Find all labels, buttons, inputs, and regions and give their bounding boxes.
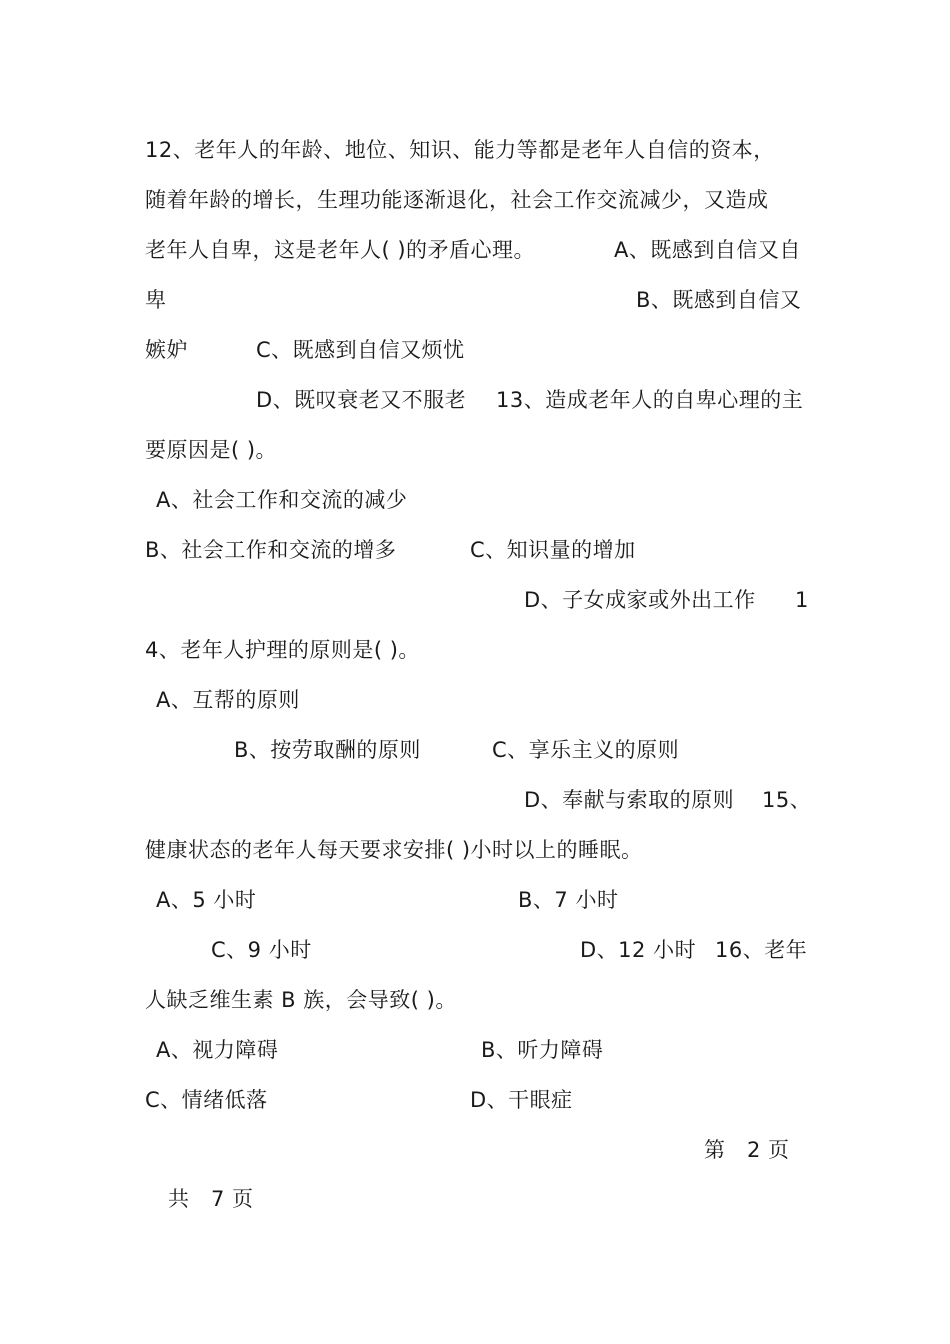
- question-13: 13、造成老年人的自卑心理的主: [496, 388, 804, 412]
- option-b: B、7 小时: [518, 888, 619, 912]
- question-14: 4、老年人护理的原则是( )。: [145, 638, 420, 662]
- option-d: D、既叹衰老又不服老: [256, 388, 467, 412]
- text-line: 卑: [145, 288, 167, 312]
- option-c: C、享乐主义的原则: [492, 738, 680, 762]
- option-c: C、既感到自信又烦忧: [256, 338, 465, 362]
- question-16: 16、老年: [715, 938, 808, 962]
- option-a: A、5 小时: [156, 888, 257, 912]
- option-b: B、听力障碍: [481, 1038, 604, 1062]
- option-b: B、社会工作和交流的增多: [145, 538, 397, 562]
- question-14-number: 1: [795, 588, 809, 612]
- option-c: C、情绪低落: [145, 1088, 268, 1112]
- option-a: A、视力障碍: [156, 1038, 279, 1062]
- option-b: B、既感到自信又: [636, 288, 802, 312]
- option-d: D、干眼症: [470, 1088, 573, 1112]
- text-line: 人缺乏维生素 B 族，会导致( )。: [145, 988, 457, 1012]
- option-b: B、按劳取酬的原则: [234, 738, 421, 762]
- option-a: A、既感到自信又自: [614, 238, 801, 262]
- option-d: D、12 小时: [580, 938, 697, 962]
- option-a: A、互帮的原则: [156, 688, 300, 712]
- text-line: 嫉妒: [145, 338, 188, 362]
- text-line: 老年人自卑，这是老年人( )的矛盾心理。: [145, 238, 536, 262]
- page-total: 共 7 页: [168, 1187, 254, 1211]
- option-d: D、奉献与索取的原则: [524, 788, 735, 812]
- text-line: 要原因是( )。: [145, 438, 278, 462]
- question-15: 健康状态的老年人每天要求安排( )小时以上的睡眠。: [145, 838, 643, 862]
- text-line: 12、老年人的年龄、地位、知识、能力等都是老年人自信的资本，: [145, 138, 775, 162]
- option-a: A、社会工作和交流的减少: [156, 488, 408, 512]
- question-15-number: 15、: [762, 788, 812, 812]
- option-d: D、子女成家或外出工作: [524, 588, 756, 612]
- option-c: C、9 小时: [211, 938, 312, 962]
- page-number: 第 2 页: [704, 1138, 790, 1162]
- text-line: 随着年龄的增长，生理功能逐渐退化，社会工作交流减少，又造成: [145, 188, 769, 212]
- option-c: C、知识量的增加: [470, 538, 636, 562]
